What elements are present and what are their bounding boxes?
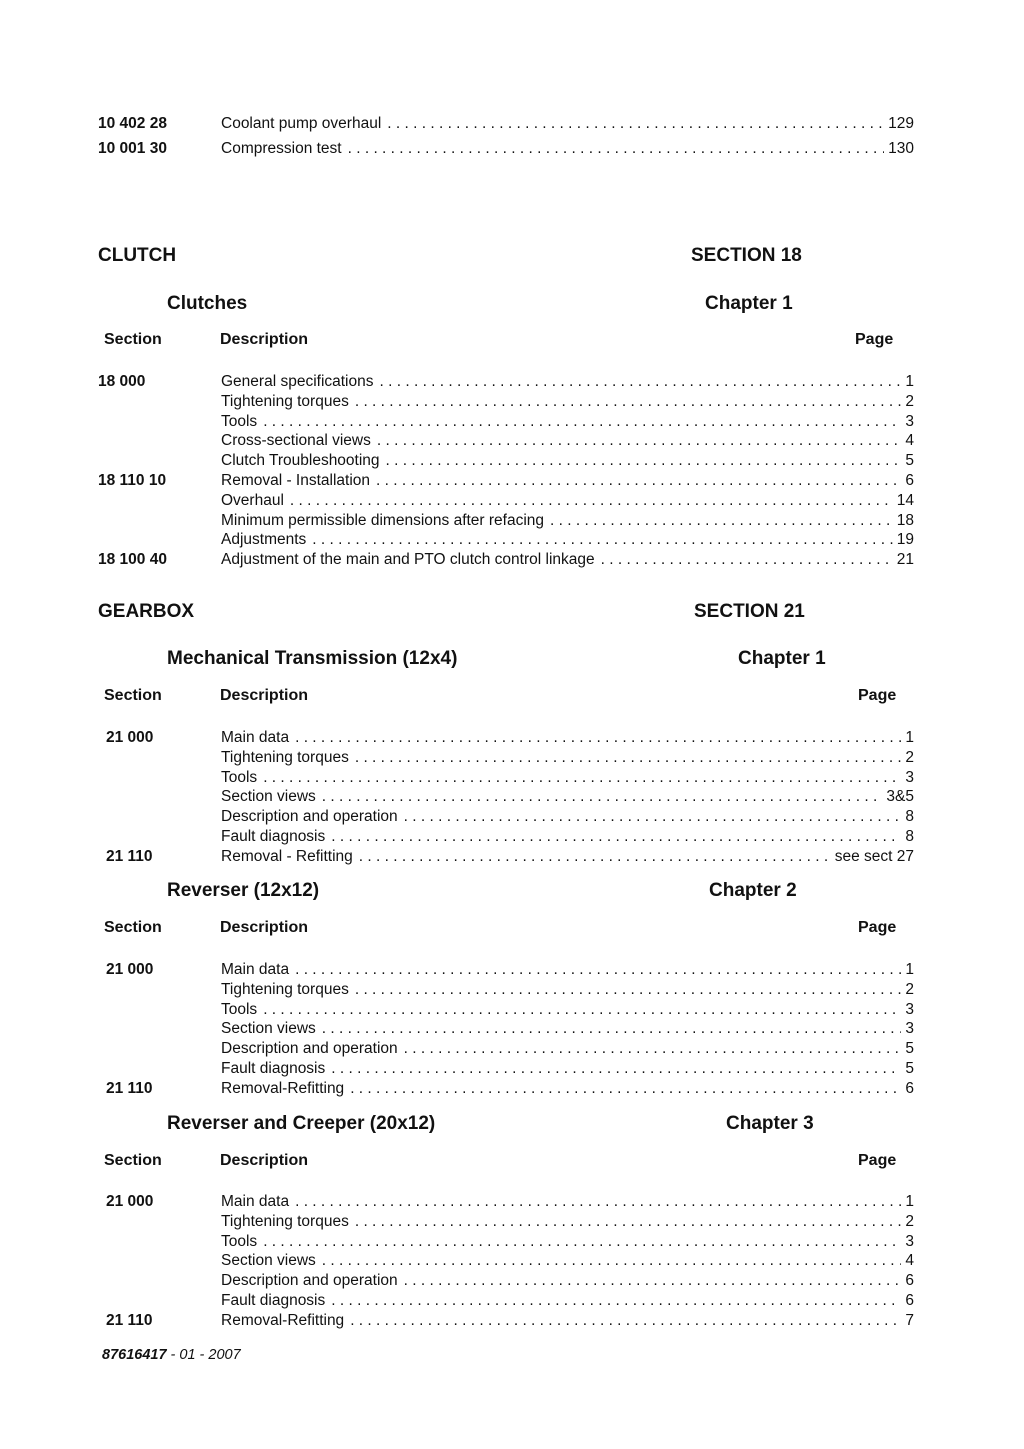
dot-leader xyxy=(322,787,883,807)
dot-leader xyxy=(263,768,901,788)
toc-entry xyxy=(98,530,914,550)
toc-entry xyxy=(98,139,914,159)
entry-page: 5 xyxy=(905,452,914,470)
toc-entry xyxy=(98,511,914,531)
entry-page: 4 xyxy=(905,432,914,450)
dot-leader xyxy=(377,431,901,451)
dot-leader xyxy=(295,1192,901,1212)
column-header-section: Section xyxy=(104,331,162,348)
toc-entry xyxy=(98,1291,914,1311)
dot-leader xyxy=(350,1311,901,1331)
entry-code: 21 110 xyxy=(106,1311,153,1329)
toc-entry xyxy=(98,1000,914,1020)
entry-description: Tightening torques xyxy=(221,1212,349,1230)
entry-description: Compression test xyxy=(221,140,342,157)
entry-description: Removal ‑ Installation xyxy=(221,472,371,489)
dot-leader xyxy=(380,372,902,392)
entry-page: 1 xyxy=(905,729,914,746)
entry-page: 2 xyxy=(905,392,914,410)
chapter-name: Clutches xyxy=(167,293,248,314)
chapter-name: Mechanical Transmission (12x4) xyxy=(167,648,458,669)
toc-entry xyxy=(98,1212,914,1232)
dot-leader xyxy=(263,1000,901,1020)
entry-description: Removal ‑ Refitting xyxy=(221,847,353,865)
dot-leader xyxy=(601,550,893,570)
toc-entry xyxy=(98,392,914,412)
dot-leader xyxy=(404,807,902,827)
entry-page: 6 xyxy=(905,1292,914,1309)
entry-description: Tools xyxy=(221,768,258,786)
entry-page: 3 xyxy=(905,1020,914,1038)
entry-code: 10 001 30 xyxy=(98,140,167,157)
entry-code: 18 100 40 xyxy=(98,551,167,569)
column-header-page: Page xyxy=(855,331,894,348)
column-header-description: Description xyxy=(220,919,309,936)
entry-description: Main data xyxy=(221,729,290,746)
dot-leader xyxy=(376,471,901,491)
entry-description: Fault diagnosis xyxy=(221,828,326,845)
chapter-label: Chapter 3 xyxy=(726,1113,814,1134)
entry-description: Main data xyxy=(221,1193,290,1210)
entry-page: 5 xyxy=(905,1040,914,1058)
entry-description: Section views xyxy=(221,1020,316,1038)
toc-entry xyxy=(98,768,914,788)
column-header-description: Description xyxy=(220,687,309,704)
entry-page: 130 xyxy=(888,140,914,157)
entry-description: Coolant pump overhaul xyxy=(221,115,382,132)
entry-description: Tightening torques xyxy=(221,980,349,998)
toc-entry xyxy=(98,787,914,807)
toc-entry xyxy=(98,550,914,570)
dot-leader xyxy=(404,1039,902,1059)
entry-page: 6 xyxy=(905,1272,914,1290)
toc-entry xyxy=(98,960,914,980)
dot-leader xyxy=(263,1232,901,1252)
toc-entry xyxy=(98,1232,914,1252)
toc-entry xyxy=(98,847,914,867)
entry-description: Tools xyxy=(221,1232,258,1250)
dot-leader xyxy=(359,847,831,867)
toc-entry xyxy=(98,372,914,392)
column-header-page: Page xyxy=(858,1152,897,1169)
entry-description: Removal‑Refitting xyxy=(221,1079,345,1097)
entry-page: 1 xyxy=(905,961,914,978)
entry-description: Overhaul xyxy=(221,491,284,509)
dot-leader xyxy=(331,827,901,847)
dot-leader xyxy=(550,511,893,531)
chapter-name: Reverser (12x12) xyxy=(167,880,320,901)
column-header-section: Section xyxy=(104,919,162,936)
chapter-label: Chapter 1 xyxy=(705,293,793,314)
column-header-page: Page xyxy=(858,687,897,704)
toc-entry xyxy=(98,827,914,847)
entry-description: Minimum permissible dimensions after refacing xyxy=(221,511,545,529)
chapter-name: Reverser and Creeper (20x12) xyxy=(167,1113,436,1134)
entry-description: Tightening torques xyxy=(221,748,349,766)
entry-description: Description and operation xyxy=(221,1040,398,1058)
entry-page: 18 xyxy=(896,511,914,529)
entry-description: Clutch Troubleshooting xyxy=(221,452,380,470)
entry-page: 8 xyxy=(905,828,914,845)
dot-leader xyxy=(355,392,902,412)
toc-entry xyxy=(98,471,914,491)
dot-leader xyxy=(295,960,901,980)
toc-entry xyxy=(98,1059,914,1079)
footer-doc-number: 87616417 xyxy=(102,1347,167,1363)
toc-entry xyxy=(98,1079,914,1099)
entry-page: 129 xyxy=(888,115,914,132)
toc-entry xyxy=(98,748,914,768)
entry-code: 21 000 xyxy=(106,1193,154,1210)
entry-code: 21 000 xyxy=(106,729,154,746)
entry-description: Tightening torques xyxy=(221,392,349,410)
dot-leader xyxy=(350,1079,901,1099)
toc-entry xyxy=(98,491,914,511)
toc-entry xyxy=(98,1192,914,1212)
entry-description: Cross‑sectional views xyxy=(221,432,371,450)
entry-description: Main data xyxy=(221,961,290,978)
entry-page: 21 xyxy=(896,551,914,569)
section-title: CLUTCH xyxy=(98,245,177,266)
column-header-section: Section xyxy=(104,1152,162,1169)
entry-description: Description and operation xyxy=(221,808,398,826)
toc-entry xyxy=(98,807,914,827)
dot-leader xyxy=(295,728,901,748)
toc-entry xyxy=(98,980,914,1000)
entry-page: 2 xyxy=(905,748,914,766)
footer-doc-ref xyxy=(102,1347,241,1363)
entry-page: 6 xyxy=(905,1079,914,1097)
toc-entry xyxy=(98,1271,914,1291)
entry-page: 2 xyxy=(905,1212,914,1230)
entry-page: 3&5 xyxy=(886,788,914,806)
toc-entry xyxy=(98,728,914,748)
entry-page: 14 xyxy=(896,491,914,509)
dot-leader xyxy=(322,1251,902,1271)
entry-page: 4 xyxy=(905,1252,914,1270)
dot-leader xyxy=(331,1291,901,1311)
dot-leader xyxy=(404,1271,902,1291)
entry-code: 21 110 xyxy=(106,1079,153,1097)
entry-description: General specifications xyxy=(221,373,374,390)
section-label: SECTION 18 xyxy=(691,245,802,266)
column-header-page: Page xyxy=(858,919,897,936)
entry-code: 21 110 xyxy=(106,847,153,865)
entry-page: 1 xyxy=(905,1193,914,1210)
dot-leader xyxy=(290,491,893,511)
chapter-label: Chapter 1 xyxy=(738,648,826,669)
entry-description: Adjustments xyxy=(221,531,307,549)
entry-code: 10 402 28 xyxy=(98,115,167,132)
dot-leader xyxy=(386,451,902,471)
entry-page: 7 xyxy=(905,1311,914,1329)
footer-revision: ‑ 01 ‑ 2007 xyxy=(166,1347,241,1363)
entry-page: 3 xyxy=(905,412,914,430)
toc-entry xyxy=(98,1039,914,1059)
toc-entry xyxy=(98,451,914,471)
entry-description: Fault diagnosis xyxy=(221,1292,326,1309)
column-header-description: Description xyxy=(220,331,309,348)
toc-entry xyxy=(98,431,914,451)
section-title: GEARBOX xyxy=(98,601,195,622)
entry-code: 18 110 10 xyxy=(98,472,167,489)
toc-entry xyxy=(98,1019,914,1039)
entry-page: 3 xyxy=(905,1000,914,1018)
section-label: SECTION 21 xyxy=(694,601,805,622)
entry-page: 5 xyxy=(905,1060,914,1077)
entry-page: 1 xyxy=(905,373,914,390)
entry-description: Description and operation xyxy=(221,1272,398,1290)
entry-page: 19 xyxy=(896,531,914,549)
toc-entry xyxy=(98,114,914,134)
dot-leader xyxy=(331,1059,901,1079)
entry-page: 8 xyxy=(905,808,914,826)
entry-code: 21 000 xyxy=(106,961,154,978)
dot-leader xyxy=(322,1019,902,1039)
entry-page: see sect 27 xyxy=(834,847,914,865)
toc-entry xyxy=(98,412,914,432)
entry-description: Section views xyxy=(221,788,316,806)
entry-description: Adjustment of the main and PTO clutch control linkage xyxy=(221,551,595,569)
column-header-description: Description xyxy=(220,1152,309,1169)
dot-leader xyxy=(355,748,902,768)
entry-description: Tools xyxy=(221,1000,258,1018)
toc-entry xyxy=(98,1311,914,1331)
entry-code: 18 000 xyxy=(98,373,146,390)
dot-leader xyxy=(355,1212,902,1232)
entry-description: Fault diagnosis xyxy=(221,1060,326,1077)
entry-description: Section views xyxy=(221,1252,316,1270)
dot-leader xyxy=(312,530,892,550)
entry-page: 6 xyxy=(905,472,914,489)
chapter-label: Chapter 2 xyxy=(709,880,797,901)
entry-page: 3 xyxy=(905,1232,914,1250)
entry-page: 2 xyxy=(905,980,914,998)
entry-page: 3 xyxy=(905,768,914,786)
column-header-section: Section xyxy=(104,687,162,704)
toc-entry xyxy=(98,1251,914,1271)
entry-description: Tools xyxy=(221,412,258,430)
entry-description: Removal‑Refitting xyxy=(221,1311,345,1329)
dot-leader xyxy=(355,980,902,1000)
dot-leader xyxy=(263,412,901,432)
